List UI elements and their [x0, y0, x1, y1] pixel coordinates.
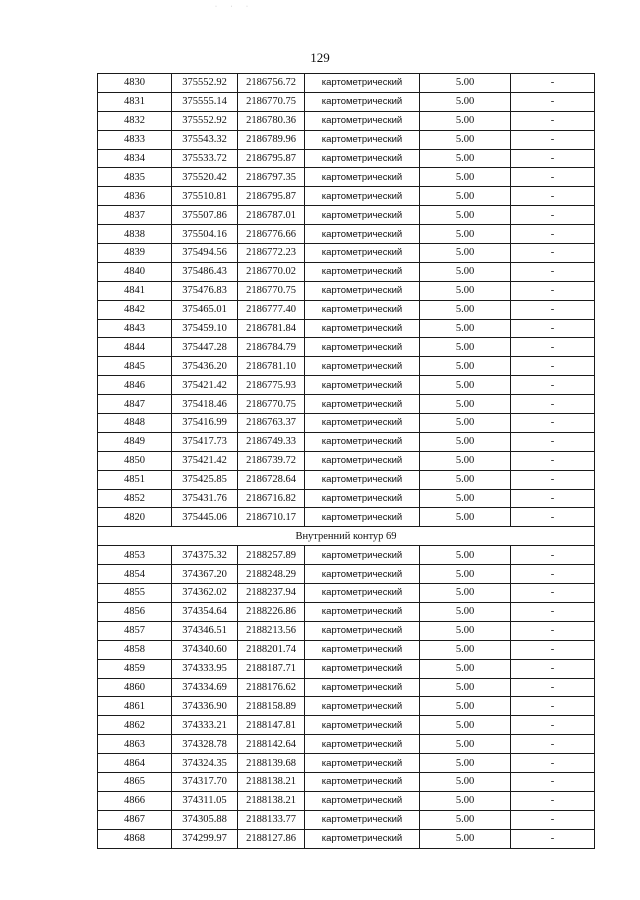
accuracy-cell: 5.00: [420, 621, 511, 640]
section-heading: Внутренний контур 69: [98, 527, 595, 546]
point-number-cell: 4835: [98, 168, 172, 187]
accuracy-cell: 5.00: [420, 810, 511, 829]
x-coordinate-cell: 374336.90: [172, 697, 238, 716]
accuracy-cell: 5.00: [420, 319, 511, 338]
method-cell: картометрический: [305, 735, 420, 754]
table-row: [98, 376, 595, 395]
method-cell: картометрический: [305, 470, 420, 489]
table-row: [98, 754, 595, 773]
table-row: [98, 432, 595, 451]
point-number-cell: 4856: [98, 602, 172, 621]
x-coordinate-cell: 375416.99: [172, 414, 238, 433]
accuracy-cell: 5.00: [420, 376, 511, 395]
point-number-cell: 4851: [98, 470, 172, 489]
table-row: [98, 489, 595, 508]
table-row: [98, 716, 595, 735]
table-row: [98, 621, 595, 640]
description-cell: -: [511, 602, 595, 621]
y-coordinate-cell: 2186770.75: [238, 92, 305, 111]
table-row: [98, 508, 595, 527]
accuracy-cell: 5.00: [420, 187, 511, 206]
accuracy-cell: 5.00: [420, 754, 511, 773]
point-number-cell: 4853: [98, 546, 172, 565]
table-row: [98, 149, 595, 168]
x-coordinate-cell: 375447.28: [172, 338, 238, 357]
accuracy-cell: 5.00: [420, 640, 511, 659]
method-cell: картометрический: [305, 584, 420, 603]
table-row: [98, 262, 595, 281]
description-cell: -: [511, 754, 595, 773]
accuracy-cell: 5.00: [420, 432, 511, 451]
point-number-cell: 4858: [98, 640, 172, 659]
accuracy-cell: 5.00: [420, 338, 511, 357]
accuracy-cell: 5.00: [420, 735, 511, 754]
y-coordinate-cell: 2188127.86: [238, 829, 305, 848]
accuracy-cell: 5.00: [420, 565, 511, 584]
table-body-section: [98, 527, 595, 546]
table-row: [98, 206, 595, 225]
description-cell: -: [511, 584, 595, 603]
point-number-cell: 4862: [98, 716, 172, 735]
method-cell: картометрический: [305, 74, 420, 93]
accuracy-cell: 5.00: [420, 149, 511, 168]
point-number-cell: 4836: [98, 187, 172, 206]
method-cell: картометрический: [305, 149, 420, 168]
x-coordinate-cell: 375421.42: [172, 451, 238, 470]
point-number-cell: 4837: [98, 206, 172, 225]
method-cell: картометрический: [305, 659, 420, 678]
point-number-cell: 4820: [98, 508, 172, 527]
table-row: [98, 451, 595, 470]
y-coordinate-cell: 2186763.37: [238, 414, 305, 433]
table-row: [98, 470, 595, 489]
y-coordinate-cell: 2188139.68: [238, 754, 305, 773]
description-cell: -: [511, 281, 595, 300]
point-number-cell: 4857: [98, 621, 172, 640]
point-number-cell: 4831: [98, 92, 172, 111]
x-coordinate-cell: 374334.69: [172, 678, 238, 697]
point-number-cell: 4846: [98, 376, 172, 395]
method-cell: картометрический: [305, 92, 420, 111]
method-cell: картометрический: [305, 640, 420, 659]
table-row: [98, 602, 595, 621]
y-coordinate-cell: 2186770.75: [238, 395, 305, 414]
description-cell: -: [511, 376, 595, 395]
x-coordinate-cell: 375504.16: [172, 225, 238, 244]
y-coordinate-cell: 2186776.66: [238, 225, 305, 244]
x-coordinate-cell: 374346.51: [172, 621, 238, 640]
y-coordinate-cell: 2186739.72: [238, 451, 305, 470]
y-coordinate-cell: 2186787.01: [238, 206, 305, 225]
coordinates-table: [97, 73, 595, 849]
y-coordinate-cell: 2186716.82: [238, 489, 305, 508]
table-row: [98, 565, 595, 584]
point-number-cell: 4843: [98, 319, 172, 338]
description-cell: -: [511, 395, 595, 414]
description-cell: -: [511, 262, 595, 281]
point-number-cell: 4852: [98, 489, 172, 508]
point-number-cell: 4864: [98, 754, 172, 773]
accuracy-cell: 5.00: [420, 772, 511, 791]
description-cell: -: [511, 225, 595, 244]
description-cell: -: [511, 319, 595, 338]
x-coordinate-cell: 374333.95: [172, 659, 238, 678]
method-cell: картометрический: [305, 451, 420, 470]
x-coordinate-cell: 375418.46: [172, 395, 238, 414]
description-cell: -: [511, 508, 595, 527]
table-row: [98, 281, 595, 300]
method-cell: картометрический: [305, 281, 420, 300]
table-row: [98, 735, 595, 754]
description-cell: -: [511, 546, 595, 565]
table-row: [98, 395, 595, 414]
point-number-cell: 4865: [98, 772, 172, 791]
accuracy-cell: 5.00: [420, 470, 511, 489]
point-number-cell: 4842: [98, 300, 172, 319]
y-coordinate-cell: 2188201.74: [238, 640, 305, 659]
table-body-bottom: [98, 546, 595, 848]
accuracy-cell: 5.00: [420, 168, 511, 187]
accuracy-cell: 5.00: [420, 395, 511, 414]
y-coordinate-cell: 2188213.56: [238, 621, 305, 640]
accuracy-cell: 5.00: [420, 451, 511, 470]
description-cell: -: [511, 149, 595, 168]
point-number-cell: 4859: [98, 659, 172, 678]
y-coordinate-cell: 2188248.29: [238, 565, 305, 584]
x-coordinate-cell: 375417.73: [172, 432, 238, 451]
y-coordinate-cell: 2186710.17: [238, 508, 305, 527]
y-coordinate-cell: 2186789.96: [238, 130, 305, 149]
accuracy-cell: 5.00: [420, 281, 511, 300]
accuracy-cell: 5.00: [420, 300, 511, 319]
y-coordinate-cell: 2186781.84: [238, 319, 305, 338]
table-row: [98, 829, 595, 848]
table-row: [98, 225, 595, 244]
method-cell: картометрический: [305, 244, 420, 263]
point-number-cell: 4868: [98, 829, 172, 848]
point-number-cell: 4850: [98, 451, 172, 470]
description-cell: -: [511, 244, 595, 263]
x-coordinate-cell: 375465.01: [172, 300, 238, 319]
point-number-cell: 4840: [98, 262, 172, 281]
table-row: [98, 130, 595, 149]
accuracy-cell: 5.00: [420, 414, 511, 433]
y-coordinate-cell: 2186781.10: [238, 357, 305, 376]
description-cell: -: [511, 659, 595, 678]
accuracy-cell: 5.00: [420, 244, 511, 263]
x-coordinate-cell: 374354.64: [172, 602, 238, 621]
point-number-cell: 4838: [98, 225, 172, 244]
point-number-cell: 4849: [98, 432, 172, 451]
method-cell: картометрический: [305, 829, 420, 848]
table-row: [98, 357, 595, 376]
description-cell: -: [511, 489, 595, 508]
x-coordinate-cell: 375552.92: [172, 111, 238, 130]
accuracy-cell: 5.00: [420, 697, 511, 716]
y-coordinate-cell: 2188158.89: [238, 697, 305, 716]
description-cell: -: [511, 451, 595, 470]
section-heading-row: [98, 527, 595, 546]
y-coordinate-cell: 2186772.23: [238, 244, 305, 263]
description-cell: -: [511, 414, 595, 433]
description-cell: -: [511, 187, 595, 206]
table-row: [98, 92, 595, 111]
description-cell: -: [511, 357, 595, 376]
x-coordinate-cell: 375436.20: [172, 357, 238, 376]
x-coordinate-cell: 374362.02: [172, 584, 238, 603]
accuracy-cell: 5.00: [420, 206, 511, 225]
accuracy-cell: 5.00: [420, 111, 511, 130]
accuracy-cell: 5.00: [420, 546, 511, 565]
x-coordinate-cell: 375486.43: [172, 262, 238, 281]
description-cell: -: [511, 640, 595, 659]
method-cell: картометрический: [305, 168, 420, 187]
page-number: 129: [310, 50, 330, 65]
accuracy-cell: 5.00: [420, 716, 511, 735]
accuracy-cell: 5.00: [420, 489, 511, 508]
x-coordinate-cell: 374340.60: [172, 640, 238, 659]
table-row: [98, 244, 595, 263]
table-row: [98, 791, 595, 810]
method-cell: картометрический: [305, 432, 420, 451]
method-cell: картометрический: [305, 262, 420, 281]
method-cell: картометрический: [305, 376, 420, 395]
method-cell: картометрический: [305, 300, 420, 319]
x-coordinate-cell: 374375.32: [172, 546, 238, 565]
description-cell: -: [511, 300, 595, 319]
description-cell: -: [511, 206, 595, 225]
x-coordinate-cell: 374311.05: [172, 791, 238, 810]
x-coordinate-cell: 375494.56: [172, 244, 238, 263]
y-coordinate-cell: 2186797.35: [238, 168, 305, 187]
point-number-cell: 4854: [98, 565, 172, 584]
accuracy-cell: 5.00: [420, 602, 511, 621]
accuracy-cell: 5.00: [420, 659, 511, 678]
point-number-cell: 4848: [98, 414, 172, 433]
table-row: [98, 659, 595, 678]
table-row: [98, 74, 595, 93]
table-row: [98, 338, 595, 357]
method-cell: картометрический: [305, 357, 420, 376]
method-cell: картометрический: [305, 489, 420, 508]
accuracy-cell: 5.00: [420, 584, 511, 603]
x-coordinate-cell: 375476.83: [172, 281, 238, 300]
point-number-cell: 4832: [98, 111, 172, 130]
y-coordinate-cell: 2186728.64: [238, 470, 305, 489]
y-coordinate-cell: 2186756.72: [238, 74, 305, 93]
description-cell: -: [511, 810, 595, 829]
method-cell: картометрический: [305, 697, 420, 716]
y-coordinate-cell: 2188147.81: [238, 716, 305, 735]
y-coordinate-cell: 2188187.71: [238, 659, 305, 678]
y-coordinate-cell: 2186775.93: [238, 376, 305, 395]
point-number-cell: 4863: [98, 735, 172, 754]
method-cell: картометрический: [305, 187, 420, 206]
y-coordinate-cell: 2188133.77: [238, 810, 305, 829]
table-body-top: [98, 74, 595, 527]
y-coordinate-cell: 2188138.21: [238, 772, 305, 791]
description-cell: -: [511, 432, 595, 451]
x-coordinate-cell: 374328.78: [172, 735, 238, 754]
point-number-cell: 4834: [98, 149, 172, 168]
point-number-cell: 4855: [98, 584, 172, 603]
x-coordinate-cell: 374333.21: [172, 716, 238, 735]
y-coordinate-cell: 2188226.86: [238, 602, 305, 621]
method-cell: картометрический: [305, 565, 420, 584]
accuracy-cell: 5.00: [420, 262, 511, 281]
method-cell: картометрический: [305, 206, 420, 225]
point-number-cell: 4845: [98, 357, 172, 376]
scan-marks: · · ·: [215, 4, 254, 10]
method-cell: картометрический: [305, 414, 420, 433]
table-row: [98, 772, 595, 791]
description-cell: -: [511, 338, 595, 357]
x-coordinate-cell: 374367.20: [172, 565, 238, 584]
method-cell: картометрический: [305, 395, 420, 414]
point-number-cell: 4867: [98, 810, 172, 829]
x-coordinate-cell: 374299.97: [172, 829, 238, 848]
accuracy-cell: 5.00: [420, 678, 511, 697]
method-cell: картометрический: [305, 602, 420, 621]
method-cell: картометрический: [305, 678, 420, 697]
method-cell: картометрический: [305, 791, 420, 810]
table-row: [98, 584, 595, 603]
accuracy-cell: 5.00: [420, 130, 511, 149]
point-number-cell: 4866: [98, 791, 172, 810]
description-cell: -: [511, 716, 595, 735]
description-cell: -: [511, 168, 595, 187]
x-coordinate-cell: 375555.14: [172, 92, 238, 111]
x-coordinate-cell: 374305.88: [172, 810, 238, 829]
y-coordinate-cell: 2186780.36: [238, 111, 305, 130]
accuracy-cell: 5.00: [420, 225, 511, 244]
method-cell: картометрический: [305, 754, 420, 773]
x-coordinate-cell: 374324.35: [172, 754, 238, 773]
table-row: [98, 810, 595, 829]
method-cell: картометрический: [305, 111, 420, 130]
method-cell: картометрический: [305, 810, 420, 829]
y-coordinate-cell: 2188257.89: [238, 546, 305, 565]
x-coordinate-cell: 375552.92: [172, 74, 238, 93]
accuracy-cell: 5.00: [420, 829, 511, 848]
y-coordinate-cell: 2188237.94: [238, 584, 305, 603]
method-cell: картометрический: [305, 772, 420, 791]
x-coordinate-cell: 375421.42: [172, 376, 238, 395]
accuracy-cell: 5.00: [420, 791, 511, 810]
accuracy-cell: 5.00: [420, 357, 511, 376]
point-number-cell: 4860: [98, 678, 172, 697]
description-cell: -: [511, 74, 595, 93]
description-cell: -: [511, 697, 595, 716]
y-coordinate-cell: 2186749.33: [238, 432, 305, 451]
y-coordinate-cell: 2188142.64: [238, 735, 305, 754]
description-cell: -: [511, 470, 595, 489]
table-row: [98, 300, 595, 319]
description-cell: -: [511, 678, 595, 697]
accuracy-cell: 5.00: [420, 74, 511, 93]
x-coordinate-cell: 375445.06: [172, 508, 238, 527]
table-row: [98, 187, 595, 206]
x-coordinate-cell: 375533.72: [172, 149, 238, 168]
x-coordinate-cell: 375425.85: [172, 470, 238, 489]
x-coordinate-cell: 374317.70: [172, 772, 238, 791]
point-number-cell: 4830: [98, 74, 172, 93]
point-number-cell: 4861: [98, 697, 172, 716]
x-coordinate-cell: 375459.10: [172, 319, 238, 338]
x-coordinate-cell: 375543.32: [172, 130, 238, 149]
description-cell: -: [511, 829, 595, 848]
y-coordinate-cell: 2188138.21: [238, 791, 305, 810]
table-row: [98, 414, 595, 433]
description-cell: -: [511, 735, 595, 754]
table-row: [98, 640, 595, 659]
accuracy-cell: 5.00: [420, 508, 511, 527]
method-cell: картометрический: [305, 225, 420, 244]
description-cell: -: [511, 92, 595, 111]
method-cell: картометрический: [305, 546, 420, 565]
description-cell: -: [511, 130, 595, 149]
x-coordinate-cell: 375507.86: [172, 206, 238, 225]
method-cell: картометрический: [305, 621, 420, 640]
method-cell: картометрический: [305, 508, 420, 527]
table-row: [98, 111, 595, 130]
y-coordinate-cell: 2186795.87: [238, 149, 305, 168]
accuracy-cell: 5.00: [420, 92, 511, 111]
y-coordinate-cell: 2186795.87: [238, 187, 305, 206]
y-coordinate-cell: 2186777.40: [238, 300, 305, 319]
method-cell: картометрический: [305, 716, 420, 735]
table-row: [98, 546, 595, 565]
x-coordinate-cell: 375510.81: [172, 187, 238, 206]
point-number-cell: 4847: [98, 395, 172, 414]
method-cell: картометрический: [305, 319, 420, 338]
y-coordinate-cell: 2186770.75: [238, 281, 305, 300]
y-coordinate-cell: 2186770.02: [238, 262, 305, 281]
point-number-cell: 4841: [98, 281, 172, 300]
description-cell: -: [511, 111, 595, 130]
description-cell: -: [511, 565, 595, 584]
y-coordinate-cell: 2186784.79: [238, 338, 305, 357]
point-number-cell: 4844: [98, 338, 172, 357]
method-cell: картометрический: [305, 130, 420, 149]
description-cell: -: [511, 791, 595, 810]
table-row: [98, 678, 595, 697]
table-row: [98, 319, 595, 338]
point-number-cell: 4839: [98, 244, 172, 263]
table-row: [98, 697, 595, 716]
x-coordinate-cell: 375520.42: [172, 168, 238, 187]
x-coordinate-cell: 375431.76: [172, 489, 238, 508]
description-cell: -: [511, 772, 595, 791]
description-cell: -: [511, 621, 595, 640]
y-coordinate-cell: 2188176.62: [238, 678, 305, 697]
point-number-cell: 4833: [98, 130, 172, 149]
method-cell: картометрический: [305, 338, 420, 357]
table-row: [98, 168, 595, 187]
